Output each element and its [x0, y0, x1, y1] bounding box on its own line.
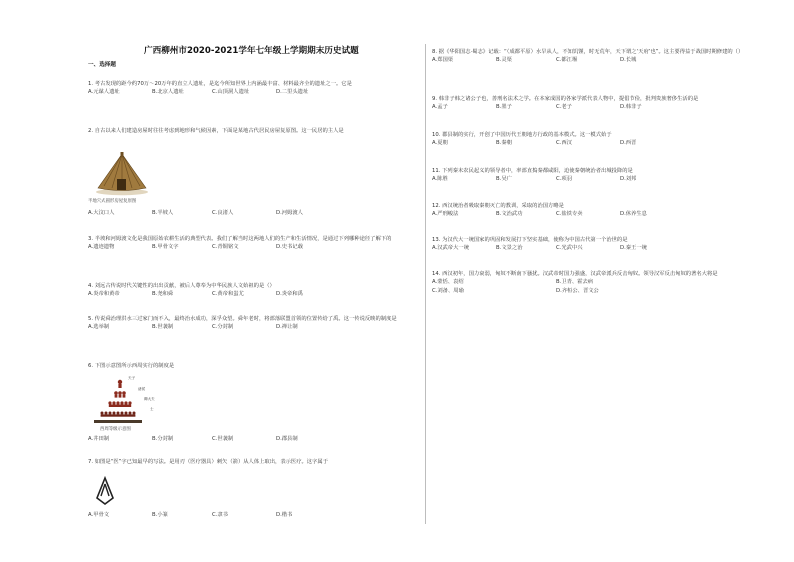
- figure-caption: 半地穴式圆形房屋复原图: [88, 199, 137, 204]
- question-8: [432, 48, 770, 65]
- question-2: [88, 127, 418, 135]
- question-13: [432, 236, 770, 253]
- option-c: C.项羽: [556, 176, 572, 182]
- question-stem: 13. 为汉代大一统国家的巩固和发展打下坚实基础，使称为中国古代第一个治世的是: [432, 237, 628, 243]
- option-b: B.甲骨文字: [152, 244, 179, 250]
- option-a: A.井田制: [88, 436, 110, 442]
- option-b: B.半坡人: [152, 210, 174, 216]
- option-c: C.青铜铭文: [212, 244, 239, 250]
- option-c: C.世袭制: [212, 436, 234, 442]
- question-stem: 6. 下图示意图所示西周实行的制度是: [88, 363, 175, 369]
- option-row: [88, 435, 418, 444]
- option-a: A.孟子: [432, 104, 448, 110]
- question-stem: 14. 西汉初年，国力衰弱，匈奴不断南下骚扰。汉武帝时国力强盛，汉武帝派兵反击匈奴。领导汉军反击匈奴的著名大将是: [432, 271, 718, 277]
- thatched-hut-icon: [94, 152, 150, 196]
- option-row: [88, 88, 418, 97]
- option-a: A.蒙恬、袁绍: [432, 279, 464, 285]
- option-c: C.良渚人: [212, 210, 234, 216]
- option-d: D.河姆渡人: [276, 210, 303, 216]
- option-a: A.严刑峻法: [432, 211, 459, 217]
- option-d: D.禅让制: [276, 324, 298, 330]
- option-row: [432, 139, 770, 148]
- question-9: [432, 95, 770, 112]
- question-stem: 8. 据《华阳国志·蜀志》记载：“（成都平原）水旱从人，不知饥馑，时无荒年，天下谓之‘天府’也”。这主要得益于战国时期修建的（）: [432, 49, 744, 55]
- option-d: D.休养生息: [620, 211, 647, 217]
- option-c: C.分封制: [212, 324, 234, 330]
- hierarchy-pyramid-icon: [92, 374, 152, 428]
- option-d: D.韩非子: [620, 104, 642, 110]
- question-6: [88, 362, 418, 370]
- question-2-options: [88, 209, 418, 218]
- option-c: C.黄帝和蚩尤: [212, 291, 244, 297]
- question-7-options: [88, 511, 418, 520]
- option-row: [432, 56, 770, 65]
- option-row: [432, 210, 770, 219]
- question-1: [88, 80, 418, 97]
- option-c: C.老子: [556, 104, 572, 110]
- option-d: D.楷书: [276, 512, 293, 518]
- option-row: [88, 323, 418, 332]
- option-c: C.西汉: [556, 140, 572, 146]
- option-a: A.郑国渠: [432, 57, 454, 63]
- question-3: [88, 235, 418, 252]
- option-a: A.陈胜: [432, 176, 448, 182]
- question-6-options: [88, 435, 418, 444]
- option-a: A.元谋人遗址: [88, 89, 120, 95]
- option-c: C.都江堰: [556, 57, 578, 63]
- question-stem: 1. 考古发现的距今约70万～20万年的直立人遗址，是迄今所知世界上内涵最丰富、材料最齐全的遗址之一。它是: [88, 81, 352, 87]
- question-stem: 12. 西汉统治者吸取秦朝灭亡的教训，采取的治国方略是: [432, 203, 564, 209]
- question-stem: 9. 韩非子韩之诸公子也，善刑名法术之学。在本家成国的各家学派代表人物中，提倡节俭，批判贵族奢侈生活的是: [432, 96, 699, 102]
- option-a: A.选举制: [88, 324, 110, 330]
- label-tianzi: 天子: [128, 376, 136, 380]
- question-5: [88, 315, 418, 332]
- hut-illustration: [94, 152, 150, 196]
- option-a: A.遗迹遗物: [88, 244, 115, 250]
- column-divider: [425, 44, 426, 524]
- option-row: [432, 278, 770, 287]
- option-row: [88, 511, 418, 520]
- option-d: D.西晋: [620, 140, 637, 146]
- option-d: D.炎帝和禹: [276, 291, 303, 297]
- option-d: D.二里头遗址: [276, 89, 309, 95]
- question-stem: 3. 半坡和河姆渡文化是我国原始农耕生活的典型代表。我们了解当时这两地人们的生产和生活情况，是通过下列哪种途径了解下的: [88, 236, 392, 242]
- option-c: C.盐铁专卖: [556, 211, 583, 217]
- option-row: [432, 175, 770, 184]
- option-b: B.北京人遗址: [152, 89, 184, 95]
- option-row: [88, 209, 418, 218]
- question-stem: 4. 刘远古传说时代关键性的出出贡献，被后人尊奉为中华民族人文始祖的是（）: [88, 283, 275, 289]
- option-c: C.刘备、周瑜: [432, 288, 464, 294]
- option-c: C.光武中兴: [556, 245, 583, 251]
- option-b: B.墨子: [496, 104, 512, 110]
- option-b: B.分封制: [152, 436, 174, 442]
- option-d: D.史书记载: [276, 244, 303, 250]
- section-heading: 一、选择题: [88, 62, 116, 68]
- option-b: B.卫青、霍去病: [556, 279, 594, 285]
- option-b: B.小篆: [152, 512, 168, 518]
- option-a: A.甲骨文: [88, 512, 110, 518]
- question-7: [88, 458, 418, 466]
- pyramid-diagram: [92, 374, 152, 428]
- label-qingdafu: 卿大夫: [144, 397, 155, 401]
- question-4: [88, 282, 418, 299]
- option-b: B.文治武功: [496, 211, 523, 217]
- figure-caption: 西周等级示意图: [100, 427, 131, 432]
- option-c: C.山顶洞人遗址: [212, 89, 250, 95]
- question-12: [432, 202, 770, 219]
- question-14: [432, 270, 770, 296]
- label-zhuhou: 诸侯: [138, 387, 146, 391]
- question-stem: 2. 自古以来人们建造房屋时往往考虑到地形和气候因素，下面是某地古代居民房屋复原图。这一民居的主人是: [88, 128, 344, 134]
- question-10: [432, 131, 770, 148]
- question-11: [432, 167, 770, 184]
- question-stem: 11. 下列秦末农民起义的领导者中，率部直捣秦都咸阳，迫使秦朝统治者出城投降的是: [432, 168, 633, 174]
- option-row: [432, 103, 770, 112]
- option-d: D.长城: [620, 57, 637, 63]
- question-stem: 10. 郡县制的实行，开创了中国历代王朝地方行政的基本模式。这一模式始于: [432, 132, 612, 138]
- option-a: A.大汶口人: [88, 210, 115, 216]
- option-b: B.灵渠: [496, 57, 512, 63]
- option-b: B.文景之治: [496, 245, 523, 251]
- option-a: A.炎帝和黄帝: [88, 291, 120, 297]
- option-b: B.世袭制: [152, 324, 174, 330]
- option-b: B.秦朝: [496, 140, 512, 146]
- option-a: A.夏朝: [432, 140, 448, 146]
- option-b: B.尧和舜: [152, 291, 174, 297]
- option-c: C.隶书: [212, 512, 228, 518]
- yi-glyph-icon: [93, 476, 117, 506]
- option-row: [432, 287, 770, 296]
- label-shi: 士: [150, 407, 154, 411]
- question-stem: 7. 如图是“医”字已知最早的写法。是用刃（医疗器具）刺矢（箭）从人体上取出，表示医疗。这字属于: [88, 459, 328, 465]
- option-row: [432, 244, 770, 253]
- option-row: [88, 290, 418, 299]
- option-d: D.齐桓公、晋文公: [556, 288, 599, 294]
- option-row: [88, 243, 418, 252]
- question-stem: 5. 传说舜治理洪水三过家门而不入，最终治水成功，深孚众望。舜年老时，将部落联盟首领的位置传给了禹。这一传说反映的制度是: [88, 316, 397, 322]
- option-d: D.秦王一统: [620, 245, 647, 251]
- option-d: D.刘邦: [620, 176, 637, 182]
- option-a: A.汉武帝大一统: [432, 245, 469, 251]
- exam-title: 广西柳州市2020-2021学年七年级上学期期末历史试题: [144, 46, 359, 56]
- option-d: D.郡县制: [276, 436, 298, 442]
- option-b: B.吴广: [496, 176, 512, 182]
- oracle-glyph: [93, 476, 117, 506]
